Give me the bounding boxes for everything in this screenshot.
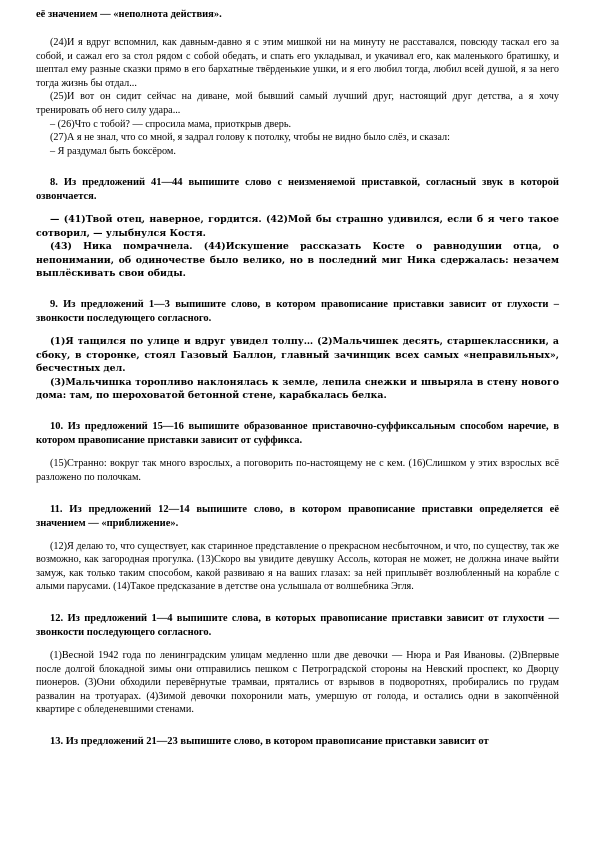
excerpt-paragraph: (1)Я тащился по улице и вдруг увидел толпу… (2)Мальчишек десять, старшеклассники, а сбоку, в сторонке, стоял Газовый Баллон, главный зачинщик всех самых «неправильных», бесчестных дел. — [36, 336, 559, 375]
question-13: 13. Из предложений 21—23 выпишите слово, в котором правописание приставки зависит от — [50, 735, 489, 747]
story-paragraph: (25)И вот он сидит сейчас на диване, мой бывший самый лучший друг, настоящий друг детства, а я хочу тренировать об него силу удара... — [36, 91, 559, 116]
question-12: 12. Из предложений 1—4 выпишите слова, в которых правописание приставки зависит от глухости — звонкости последующего согласного. — [36, 612, 559, 638]
question-8-excerpt — [36, 213, 559, 280]
excerpt-paragraph: (1)Весной 1942 года по ленинградским улицам медленно шли две девочки — Нюра и Рая Ивановы. (2)Впервые после долгой блокадной зимы они отправились пешком с Петроградской стороны на Невский проспект, ко Дворцу пионеров. (3)Они обходили перевёрнутые трамваи, прятались от взрывов в подворотнях, пробирались по грудам развалин на тротуарах. (4)Зимой девочки похоронили мать, умершую от голода, и остались одни в закопчённой квартире с обледеневшими стенами. — [36, 649, 559, 716]
excerpt-paragraph: — (41)Твой отец, наверное, гордится. (42)Мой бы страшно удивился, если б я чего такое сотворил, — улыбнулся Костя. — [36, 214, 559, 239]
lead-line: её значением — «неполнота действия». — [36, 9, 222, 20]
question-9: 9. Из предложений 1—3 выпишите слово, в котором правописание приставки зависит от глухости – звонкости последующего согласного. — [36, 299, 559, 325]
story-paragraph: – (26)Что с тобой? — спросила мама, приоткрыв дверь. — [50, 118, 292, 130]
excerpt-paragraph: (43) Ника помрачнела. (44)Искушение рассказать Косте о равнодушии отца, о непонимании, об одиночестве было велико, но в последний миг Ника сдержалась: незачем выплёскивать свои обиды. — [36, 241, 559, 279]
excerpt-paragraph: (12)Я делаю то, что существует, как старинное представление о прекрасном несбыточном, и что, по существу, так же возможно, как загородная прогулка. (13)Скоро вы увидите девушку Ассоль, которая не может, не должна иначе выйти замуж, как только таким способом, какой развиваю я на ваших глазах: за ней приплывёт возлюбленный на корабле с алыми парусами. (14)Такое предсказание в детстве она услышала от волшебника Эгля. — [36, 540, 559, 593]
question-12-excerpt — [36, 649, 559, 717]
question-11-excerpt — [36, 540, 559, 594]
excerpt-paragraph: (3)Мальчишка торопливо наклонялась к земле, лепила снежки и швыряла в стену нового дома: там, по шероховатой бетонной стене, карабкалась белка. — [36, 376, 559, 401]
question-10: 10. Из предложений 15—16 выпишите образованное приставочно-суффиксальным способом наречие, в котором правописание приставки зависит от суффикса. — [36, 421, 559, 447]
excerpt-paragraph: (15)Странно: вокруг так много взрослых, а поговорить по-настоящему не с кем. (16)Слишком у этих взрослых всё разложено по полочкам. — [36, 458, 559, 483]
story-paragraph: (27)А я не знал, что со мной, я задрал голову к потолку, чтобы не видно было слёз, и сказал: — [50, 132, 450, 144]
story-paragraph: – Я раздумал быть боксёром. — [50, 145, 176, 157]
question-10-excerpt — [36, 457, 559, 484]
story-excerpt — [36, 36, 559, 158]
story-paragraph: (24)И я вдруг вспомнил, как давным-давно я с этим мишкой ни на минуту не расставался, повсюду таскал его за собой, и сажал его за стол рядом с собой обедать, и спать его укладывал, и укачивал его, как маленького братишку, и шептал ему разные сказки прямо в его бархатные твёрденькие ушки, и я его любил тогда, любил всей душой, я за него тогда жизнь бы отдал... — [36, 37, 559, 89]
question-9-excerpt — [36, 335, 559, 402]
question-11: 11. Из предложений 12—14 выпишите слово, в котором правописание приставки определяется её значением — «приближение». — [36, 503, 559, 529]
question-8: 8. Из предложений 41—44 выпишите слово с неизменяемой приставкой, согласный звук в которой озвончается. — [36, 177, 559, 203]
